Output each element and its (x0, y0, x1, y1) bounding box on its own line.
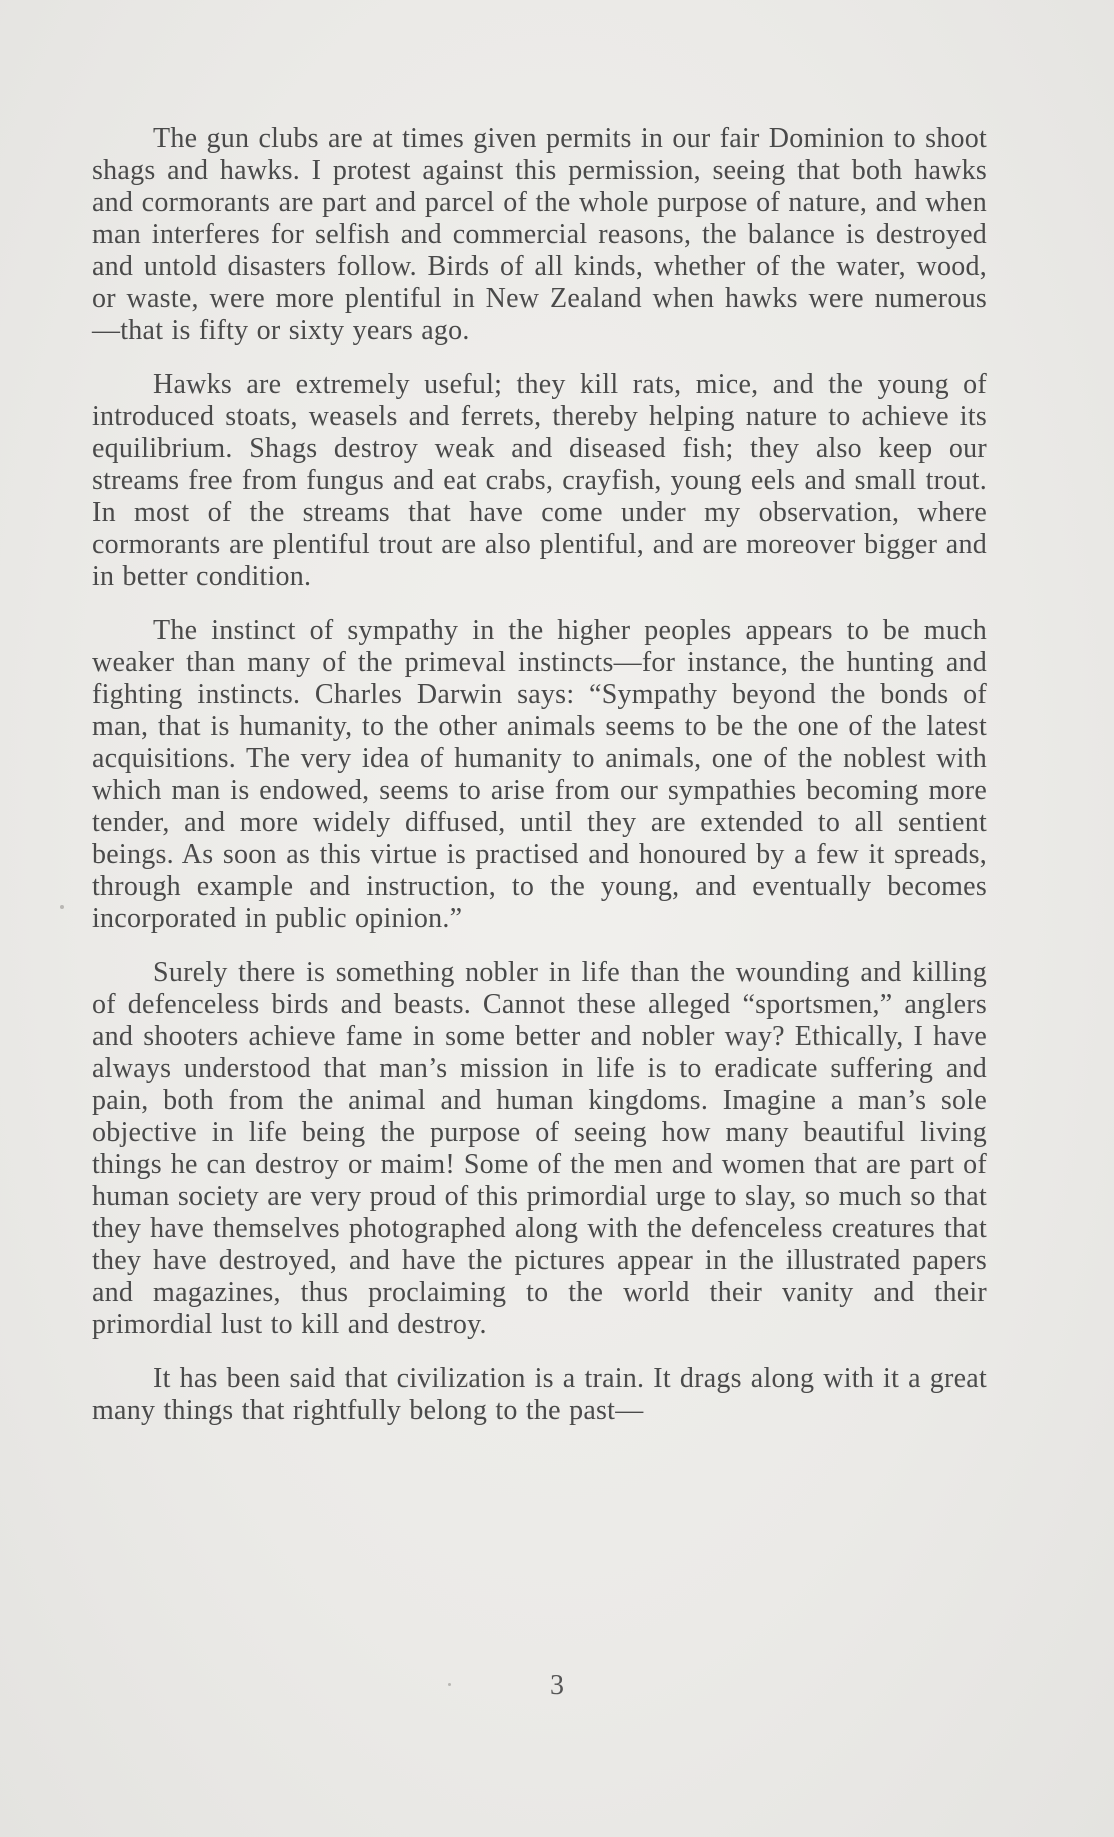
paragraph-instinct-of-sympathy: The instinct of sympathy in the higher peoples appears to be much weaker than many of the primeval instincts—for instance, the hunting and fighting instincts. Charles Darwin says: “Sympathy beyond the bonds of man, that is humanity, to the other animals seems to be the one of the latest acquisitions. The very idea of humanity to animals, one of the noblest with which man is endowed, seems to arise from our sympathies becoming more tender, and more widely diffused, until they are extended to all sentient beings. As soon as this virtue is practised and honoured by a few it spreads, through example and instruction, to the young, and eventually becomes incorporated in public opinion.” (92, 615, 987, 934)
paragraph-hawks-useful: Hawks are extremely useful; they kill rats, mice, and the young of introduced stoats, weasels and ferrets, thereby helping nature to achieve its equilibrium. Shags destroy weak and diseased fish; they also keep our streams free from fungus and eat crabs, crayfish, young eels and small trout. In most of the streams that have come under my observation, where cormorants are plentiful trout are also plentiful, and are moreover bigger and in better condition. (92, 369, 987, 592)
paragraph-nobler-life: Surely there is something nobler in life than the wounding and killing of defenceless birds and beasts. Cannot these alleged “sportsmen,” anglers and shooters achieve fame in some better and nobler way? Ethically, I have always understood that man’s mission in life is to eradicate suffering and pain, both from the animal and human kingdoms. Imagine a man’s sole objective in life being the purpose of seeing how many beautiful living things he can destroy or maim! Some of the men and women that are part of human society are very proud of this primordial urge to slay, so much so that they have themselves photographed along with the defenceless creatures that they have destroyed, and have the pictures appear in the illustrated papers and magazines, thus proclaiming to the world their vanity and their primordial lust to kill and destroy. (92, 957, 987, 1340)
paper-speck (448, 1683, 451, 1686)
paragraph-civilization-train: It has been said that civilization is a train. It drags along with it a great many things that rightfully belong to the past— (92, 1363, 987, 1426)
paragraph-gun-clubs: The gun clubs are at times given permits in our fair Dominion to shoot shags and hawks. I protest against this permission, seeing that both hawks and cormorants are part and parcel of the whole purpose of nature, and when man interferes for selfish and commercial reasons, the balance is destroyed and untold disasters follow. Birds of all kinds, whether of the water, wood, or waste, were more plentiful in New Zealand when hawks were numerous—that is fifty or sixty years ago. (92, 123, 987, 346)
paper-speck (60, 905, 64, 909)
page-body (92, 123, 987, 1449)
page-number: 3 (550, 1670, 564, 1701)
